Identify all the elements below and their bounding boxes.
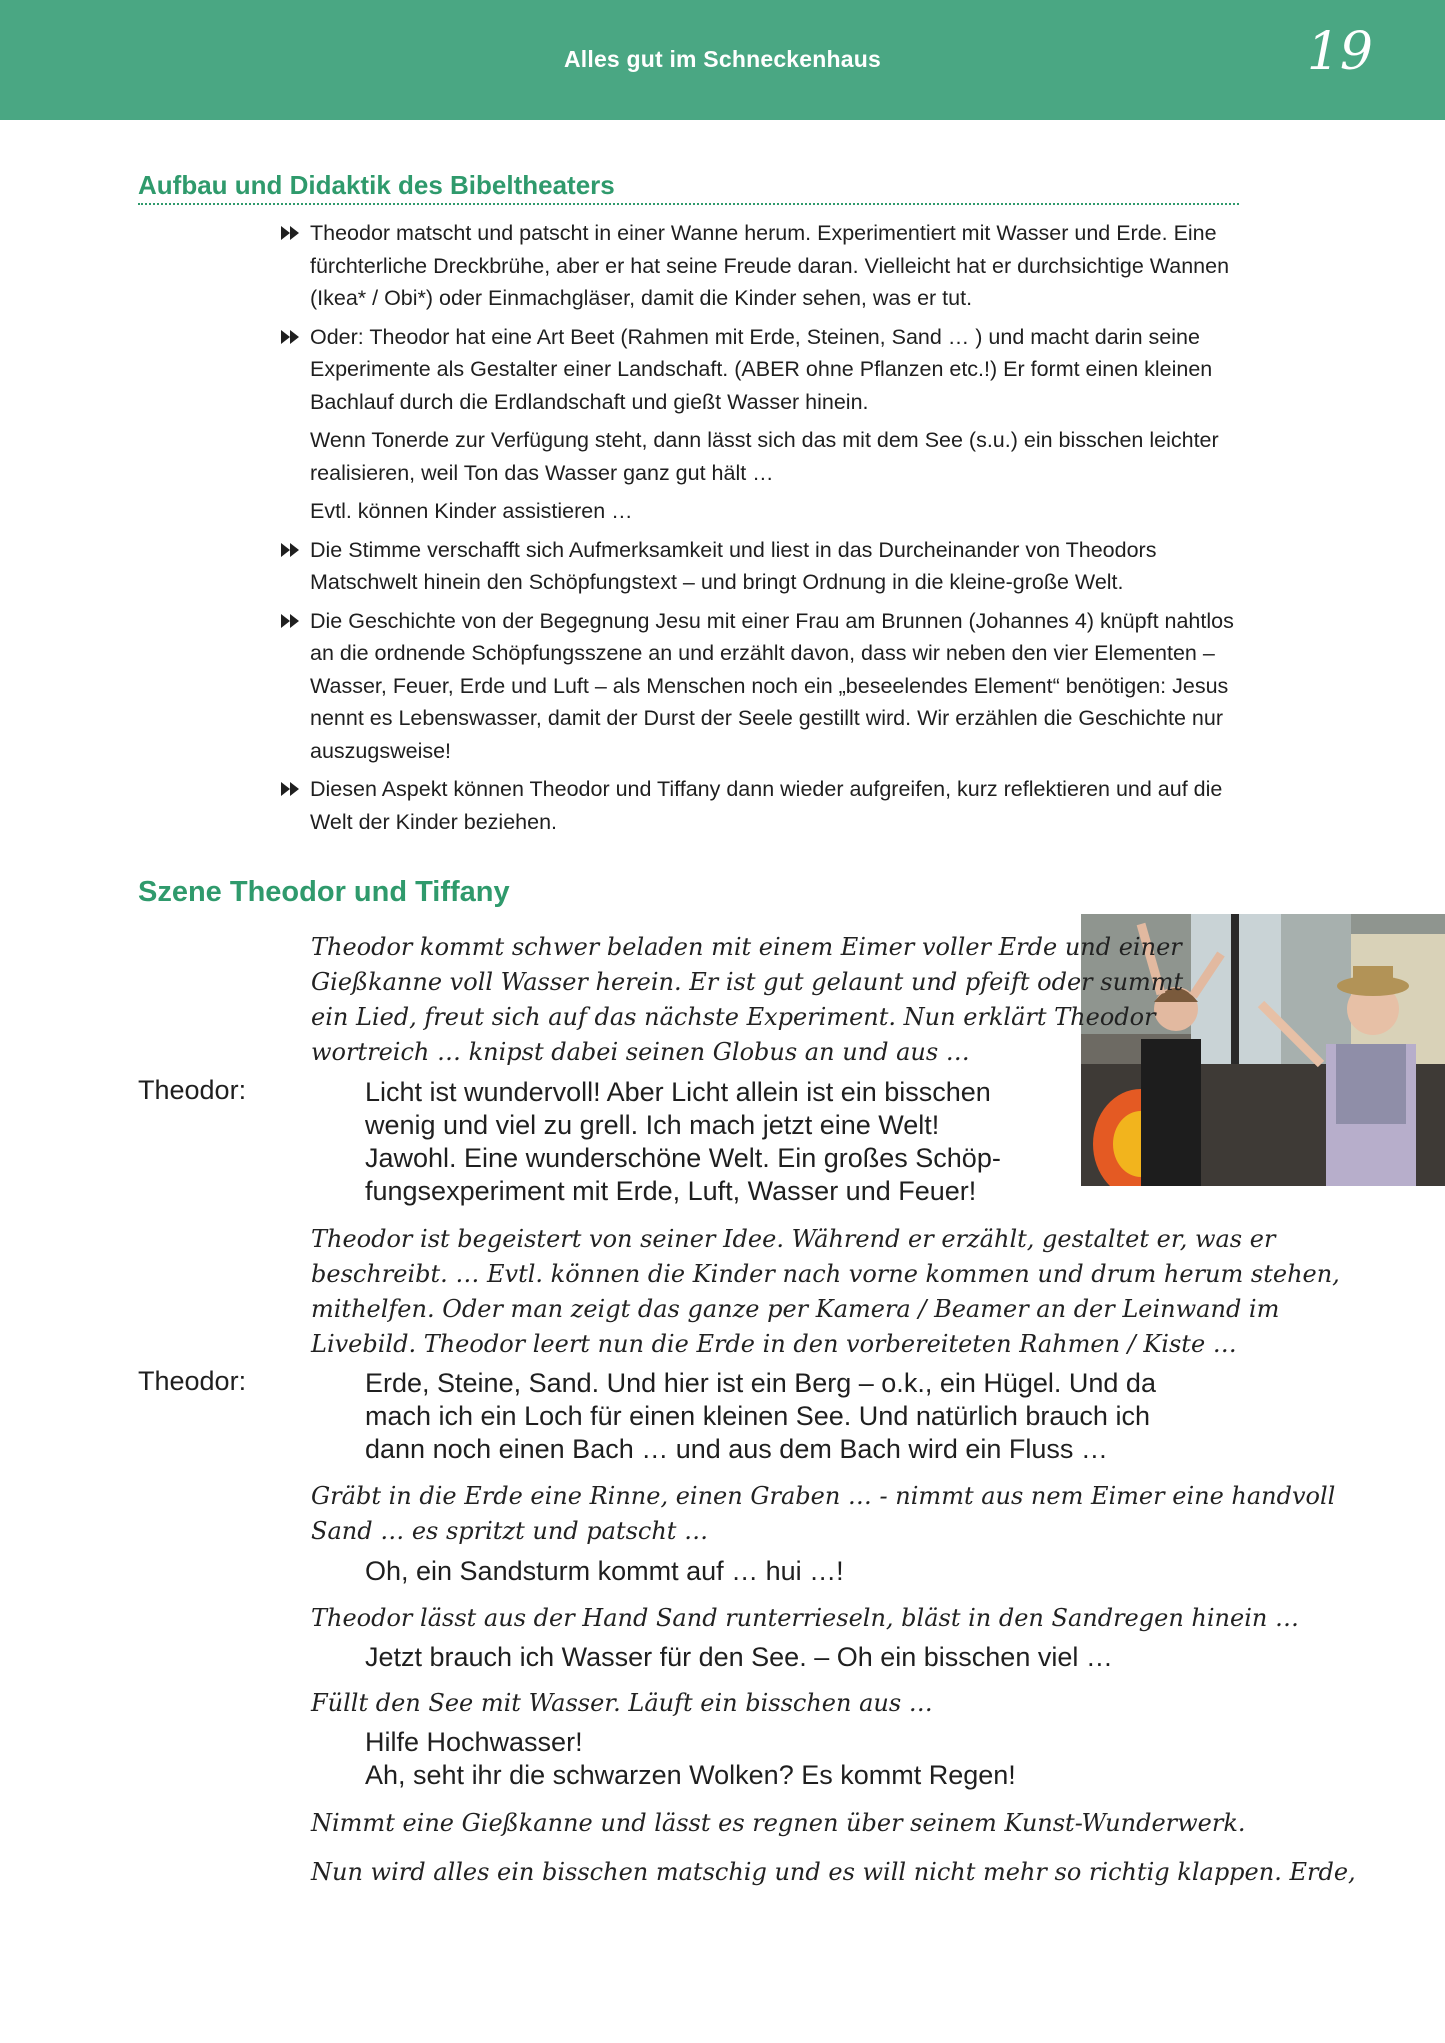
list-item-text: Die Stimme verschafft sich Aufmerksamkeit und liest in das Durcheinander von Theodors Matschwelt hinein den Schöpfungstext – und bringt Ordnung in die kleine-große Welt.	[310, 537, 1157, 594]
stage-direction-line: Livebild. Theodor leert nun die Erde in den vorbereiteten Rahmen / Kiste …	[311, 1330, 1237, 1358]
list-item	[277, 605, 1237, 768]
double-arrow-bullet-icon	[281, 330, 301, 344]
list-item-text: Oder: Theodor hat eine Art Beet (Rahmen mit Erde, Steinen, Sand … ) und macht darin seine Experimente als Gestalter einer Landschaft. (ABER ohne Pflanzen etc.!) Er formt einen kleinen Bachlauf durch die Erdlandschaft und gießt Wasser hinein.	[310, 324, 1213, 414]
list-item-text: Die Geschichte von der Begegnung Jesu mit einer Frau am Brunnen (Johannes 4) knüpft nahtlos an die ordnende Schöpfungsszene an und erzählt davon, dass wir neben den vier Elementen – Wasser, Feuer, Erde und Luft – als Menschen noch ein „beseelendes Element“ benötigen: Jesus nennt es Lebenswasser, damit der Durst der Seele gestillt wird. Wir erzählen die Geschichte nur auszugsweise!	[310, 608, 1234, 763]
stage-direction	[311, 1222, 1340, 1362]
dialogue	[365, 1367, 1156, 1466]
dialogue-line: Jawohl. Eine wunderschöne Welt. Ein großes Schöp-	[365, 1143, 1001, 1173]
stage-direction-line: Theodor ist begeistert von seiner Idee. Während er erzählt, gestaltet er, was er	[311, 1225, 1276, 1253]
stage-direction-line: ein Lied, freut sich auf das nächste Experiment. Nun erklärt Theodor	[311, 1003, 1156, 1031]
stage-direction	[311, 1686, 933, 1721]
running-title: Alles gut im Schneckenhaus	[563, 46, 882, 72]
dialogue-line: fungsexperiment mit Erde, Luft, Wasser und Feuer!	[365, 1176, 977, 1206]
stage-direction-line: Gräbt in die Erde eine Rinne, einen Graben … - nimmt aus nem Eimer eine handvoll	[311, 1482, 1336, 1510]
list-item	[277, 495, 1237, 528]
list-item	[277, 424, 1237, 489]
page-number: 19	[1306, 22, 1373, 82]
speaker-label: Theodor:	[138, 1075, 247, 1105]
stage-direction-line: wortreich … knipst dabei seinen Globus an und aus …	[311, 1038, 970, 1066]
dialogue-line: Oh, ein Sandsturm kommt auf … hui …!	[365, 1556, 844, 1586]
page-header	[0, 0, 1445, 120]
list-item	[277, 534, 1237, 599]
list-item	[277, 217, 1237, 315]
stage-direction-line: beschreibt. … Evtl. können die Kinder nach vorne kommen und drum herum stehen,	[311, 1260, 1340, 1288]
stage-direction	[311, 1855, 1356, 1890]
section-heading-szene: Szene Theodor und Tiffany	[138, 876, 510, 908]
dialogue-line: Ah, seht ihr die schwarzen Wolken? Es kommt Regen!	[365, 1760, 1016, 1790]
stage-direction-line: Theodor lässt aus der Hand Sand runterrieseln, bläst in den Sandregen hinein …	[311, 1604, 1299, 1632]
double-arrow-bullet-icon	[281, 226, 301, 240]
list-item-text: Theodor matscht und patscht in einer Wanne herum. Experimentiert mit Wasser und Erde. Eine fürchterliche Dreckbrühe, aber er hat seine Freude daran. Vielleicht hat er durchsichtige Wannen (Ikea* / Obi*) oder Einmachgläser, damit die Kinder sehen, was er tut.	[310, 221, 1230, 310]
dialogue-line: Hilfe Hochwasser!	[365, 1727, 583, 1757]
stage-direction-line: Sand … es spritzt und patscht …	[311, 1517, 709, 1545]
stage-direction	[311, 930, 1183, 1070]
heading-rule	[138, 203, 1239, 205]
stage-direction	[311, 1479, 1335, 1549]
dialogue	[365, 1076, 1001, 1208]
dialogue	[365, 1555, 844, 1588]
stage-direction	[311, 1806, 1246, 1841]
list-item-text: Diesen Aspekt können Theodor und Tiffany dann wieder aufgreifen, kurz reflektieren und auf die Welt der Kinder beziehen.	[310, 777, 1223, 834]
stage-direction-line: Nun wird alles ein bisschen matschig und es will nicht mehr so richtig klappen. Erde,	[311, 1858, 1356, 1886]
dialogue	[365, 1641, 1113, 1674]
dialogue-line: Erde, Steine, Sand. Und hier ist ein Berg – o.k., ein Hügel. Und da	[365, 1368, 1156, 1398]
stage-direction-line: Nimmt eine Gießkanne und lässt es regnen über seinem Kunst-Wunderwerk.	[311, 1809, 1246, 1837]
list-item-text: Wenn Tonerde zur Verfügung steht, dann lässt sich das mit dem See (s.u.) ein bisschen leichter realisieren, weil Ton das Wasser ganz gut hält …	[310, 428, 1219, 485]
dialogue-line: Jetzt brauch ich Wasser für den See. – Oh ein bisschen viel …	[365, 1642, 1113, 1672]
list-item-text: Evtl. können Kinder assistieren …	[310, 499, 633, 523]
dialogue-line: wenig und viel zu grell. Ich mach jetzt eine Welt!	[365, 1110, 940, 1140]
stage-direction-line: Füllt den See mit Wasser. Läuft ein bisschen aus …	[311, 1689, 933, 1717]
speaker-label: Theodor:	[138, 1366, 247, 1396]
dialogue-line: dann noch einen Bach … und aus dem Bach wird ein Fluss …	[365, 1434, 1108, 1464]
section-heading-didaktik: Aufbau und Didaktik des Bibeltheaters	[138, 170, 615, 200]
double-arrow-bullet-icon	[281, 614, 301, 628]
double-arrow-bullet-icon	[281, 543, 301, 557]
list-item	[277, 321, 1237, 419]
dialogue-line: Licht ist wundervoll! Aber Licht allein ist ein bisschen	[365, 1077, 991, 1107]
dialogue-line: mach ich ein Loch für einen kleinen See. Und natürlich brauch ich	[365, 1401, 1150, 1431]
double-arrow-bullet-icon	[281, 782, 301, 796]
stage-direction-line: Gießkanne voll Wasser herein. Er ist gut gelaunt und pfeift oder summt	[311, 968, 1184, 996]
dialogue	[365, 1726, 1016, 1792]
list-item	[277, 773, 1237, 838]
stage-direction	[311, 1601, 1299, 1636]
stage-direction-line: mithelfen. Oder man zeigt das ganze per Kamera / Beamer an der Leinwand im	[311, 1295, 1280, 1323]
didaktik-list	[277, 217, 1237, 844]
stage-direction-line: Theodor kommt schwer beladen mit einem Eimer voller Erde und einer	[311, 933, 1182, 961]
